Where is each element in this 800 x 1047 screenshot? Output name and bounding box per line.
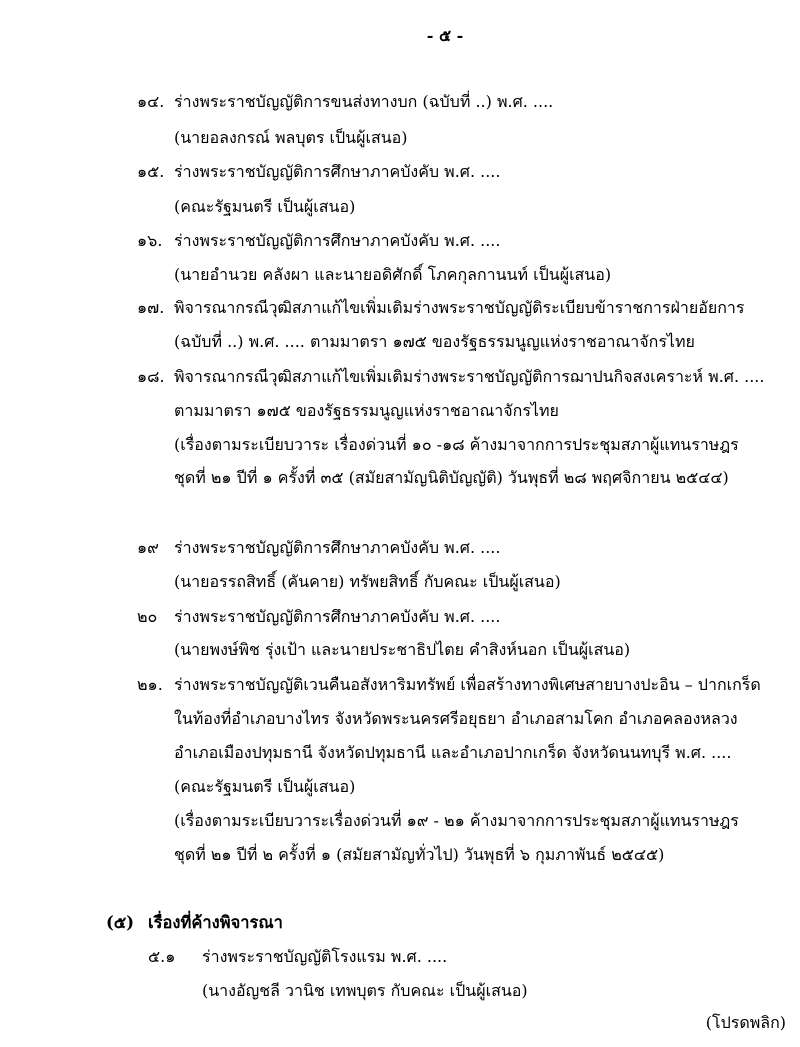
item-proposer: (นายอรรถสิทธิ์ (คันคาย) ทรัพยสิทธิ์ กับคณะ เป็นผู้เสนอ) (174, 572, 561, 591)
item-number: ๑๘. (137, 367, 165, 386)
item-number: ๑๗. (137, 298, 165, 317)
item-text: ร่างพระราชบัญญัติการขนส่งทางบก (ฉบับที่ ..) พ.ศ. .... (174, 92, 554, 111)
item-note: (เรื่องตามระเบียบวาระเรื่องด่วนที่ ๑๙ - ๒๑ ค้างมาจากการประชุมสภาผู้แทนราษฎร (174, 811, 739, 830)
item-proposer: (นายอลงกรณ์ พลบุตร เป็นผู้เสนอ) (174, 128, 408, 147)
section-title: เรื่องที่ค้างพิจารณา (148, 913, 283, 932)
section-number: (๕) (106, 913, 135, 932)
item-number: ๒๑. (137, 675, 163, 694)
item-text: ร่างพระราชบัญญัติการศึกษาภาคบังคับ พ.ศ. .... (174, 162, 501, 181)
item-number: ๒๐ (137, 607, 158, 626)
item-number: ๑๔. (137, 92, 165, 111)
item-number: ๕.๑ (148, 947, 176, 966)
item-proposer: (นายพงษ์พิช รุ่งเป้า และนายประชาธิปไตย คำสิงห์นอก เป็นผู้เสนอ) (174, 640, 631, 659)
item-number: ๑๖. (137, 231, 163, 250)
item-text: ร่างพระราชบัญญัติการศึกษาภาคบังคับ พ.ศ. .... (174, 231, 501, 250)
item-text: ร่างพระราชบัญญัติการศึกษาภาคบังคับ พ.ศ. .... (174, 607, 501, 626)
item-note: ชุดที่ ๒๑ ปีที่ ๑ ครั้งที่ ๓๕ (สมัยสามัญนิติบัญญัติ) วันพุธที่ ๒๘ พฤศจิกายน ๒๕๔๔) (174, 468, 729, 487)
item-text: พิจารณากรณีวุฒิสภาแก้ไขเพิ่มเติมร่างพระราชบัญญัติการฌาปนกิจสงเคราะห์ พ.ศ. .... (174, 367, 765, 386)
item-text-cont: ในท้องที่อำเภอบางไทร จังหวัดพระนครศรีอยุธยา อำเภอสามโคก อำเภอคลองหลวง (174, 709, 738, 728)
item-text: พิจารณากรณีวุฒิสภาแก้ไขเพิ่มเติมร่างพระราชบัญญัติระเบียบข้าราชการฝ่ายอัยการ (174, 298, 745, 317)
page-number: - ๕ - (426, 26, 464, 45)
item-proposer: (คณะรัฐมนตรี เป็นผู้เสนอ) (174, 197, 356, 216)
turn-page-note: (โปรดพลิก) (705, 1013, 786, 1032)
item-note: ชุดที่ ๒๑ ปีที่ ๒ ครั้งที่ ๑ (สมัยสามัญทั่วไป) วันพุธที่ ๖ กุมภาพันธ์ ๒๕๔๕) (174, 845, 665, 864)
item-text-cont: ตามมาตรา ๑๗๕ ของรัฐธรรมนูญแห่งราชอาณาจักรไทย (174, 401, 559, 420)
item-text: ร่างพระราชบัญญัติเวนคืนอสังหาริมทรัพย์ เพื่อสร้างทางพิเศษสายบางปะอิน – ปากเกร็ด (174, 675, 761, 694)
item-text-cont: (ฉบับที่ ..) พ.ศ. .... ตามมาตรา ๑๗๕ ของรัฐธรรมนูญแห่งราชอาณาจักรไทย (174, 332, 695, 351)
item-text-cont: อำเภอเมืองปทุมธานี จังหวัดปทุมธานี และอำเภอปากเกร็ด จังหวัดนนทบุรี พ.ศ. .... (174, 743, 732, 762)
item-number: ๑๙ (137, 538, 159, 557)
item-note: (เรื่องตามระเบียบวาระ เรื่องด่วนที่ ๑๐ -๑๘ ค้างมาจากการประชุมสภาผู้แทนราษฎร (174, 435, 739, 454)
item-text: ร่างพระราชบัญญัติโรงแรม พ.ศ. .... (202, 947, 448, 966)
item-number: ๑๕. (137, 162, 165, 181)
item-proposer: (คณะรัฐมนตรี เป็นผู้เสนอ) (174, 777, 356, 796)
item-proposer: (นางอัญชลี วานิช เทพบุตร กับคณะ เป็นผู้เสนอ) (202, 981, 528, 1000)
item-proposer: (นายอำนวย คลังผา และนายอดิศักดิ์ โภคกุลกานนท์ เป็นผู้เสนอ) (174, 265, 612, 284)
item-text: ร่างพระราชบัญญัติการศึกษาภาคบังคับ พ.ศ. .... (174, 538, 501, 557)
